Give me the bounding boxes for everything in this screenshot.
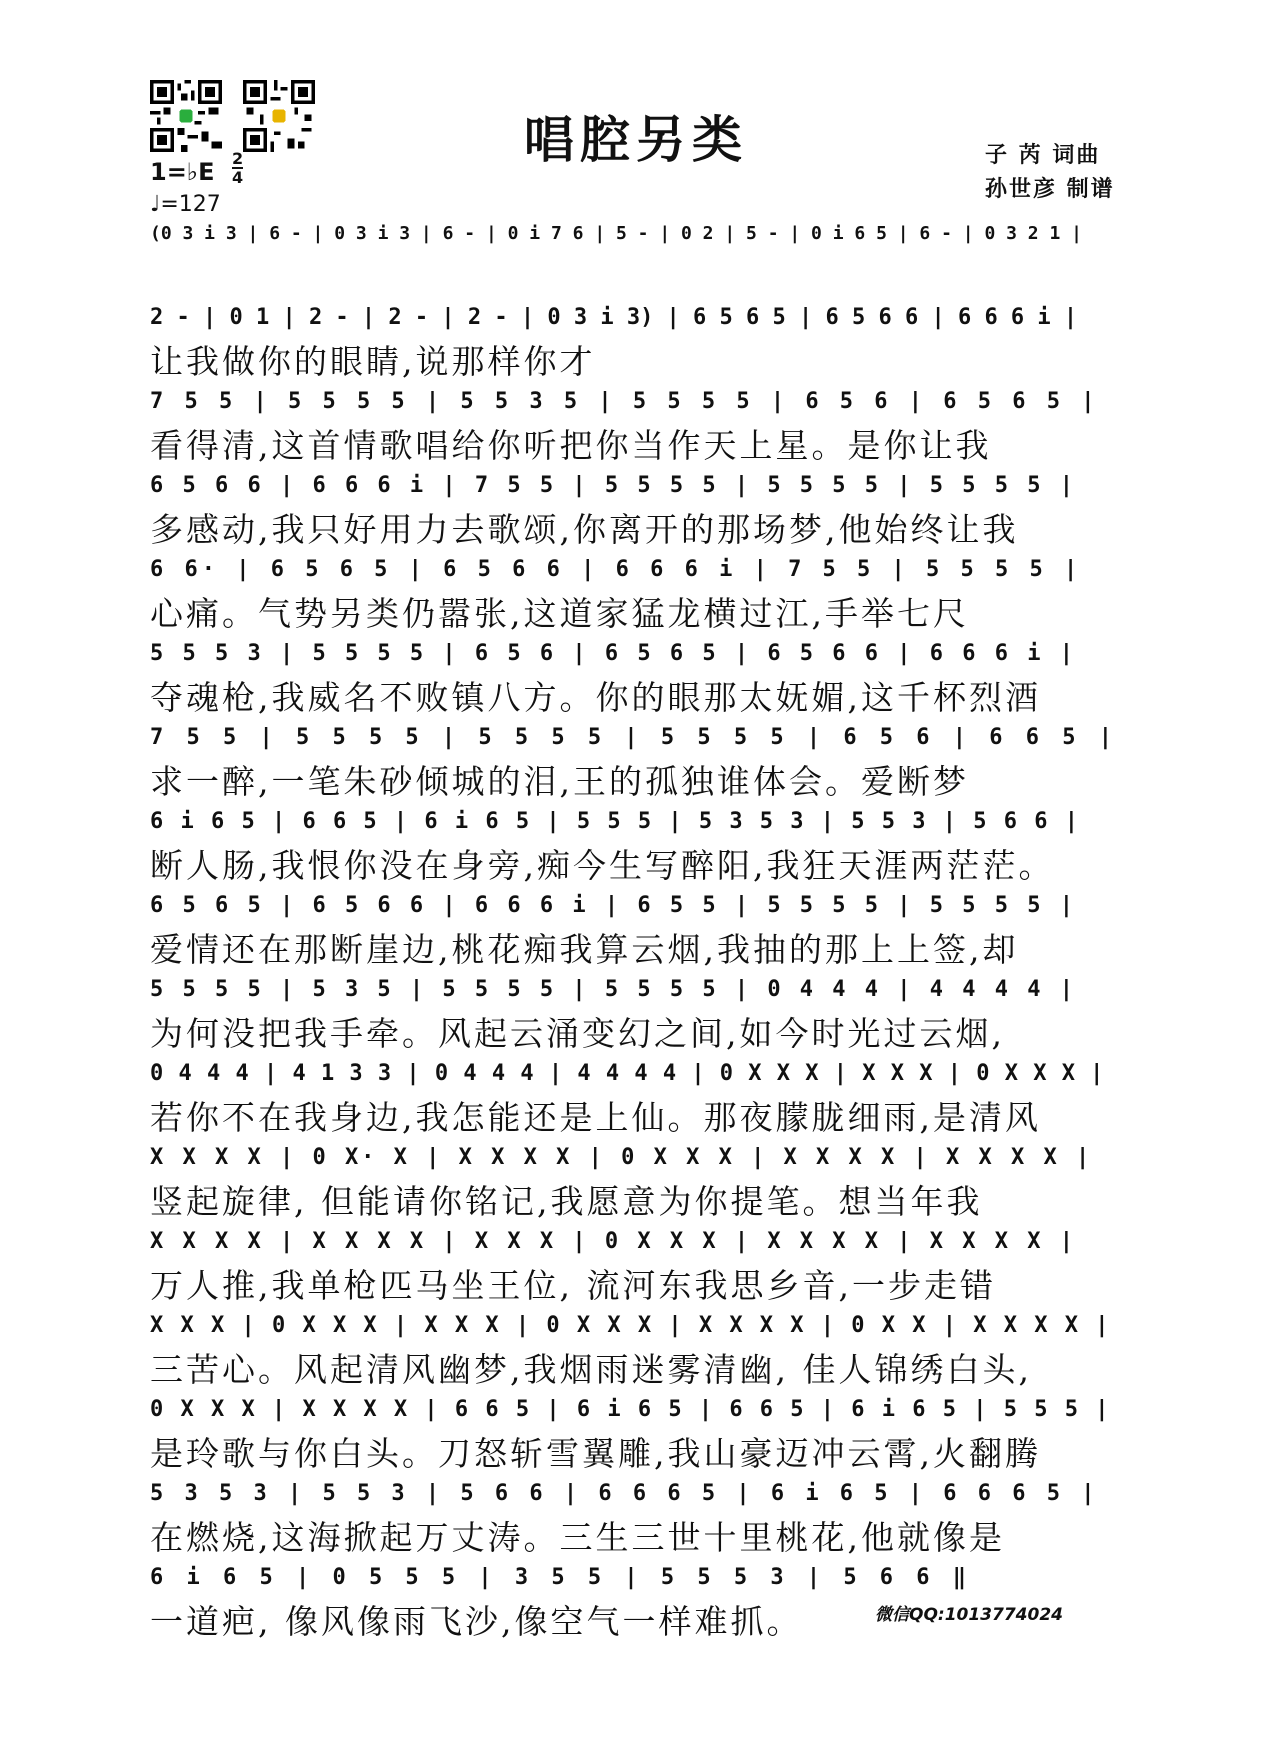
lyrics-line: 多感动,我只好用力去歌颂,你离开的那场梦,他始终让我 [150, 509, 1019, 549]
notation-line: X X X | 0 X X X | X X X | 0 X X X | X X X X | 0 X X | X X X X | [150, 1312, 1111, 1338]
notation-line: 5 5 5 5 | 5 3 5 | 5 5 5 5 | 5 5 5 5 | 0 4 4 4 | 4 4 4 4 | [150, 976, 1076, 1002]
lyrics-line: 让我做你的眼睛,说那样你才 [150, 341, 596, 381]
notation-line: 7 5 5 | 5 5 5 5 | 5 5 5 5 | 5 5 5 5 | 6 5 6 | 6 6 5 | [150, 724, 1117, 750]
lyrics-line: 若你不在我身边,我怎能还是上仙。那夜朦胧细雨,是清风 [150, 1097, 1041, 1137]
notation-line: 2 - | 0 1 | 2 - | 2 - | 2 - | 0 3 i 3) | 6 5 6 5 | 6 5 6 6 | 6 6 6 i | [150, 304, 1078, 330]
lyrics-line: 三苦心。风起清风幽梦,我烟雨迷雾清幽, 佳人锦绣白头, [150, 1349, 1032, 1389]
notation-line: 7 5 5 | 5 5 5 5 | 5 5 3 5 | 5 5 5 5 | 6 5 6 | 6 5 6 5 | [150, 388, 1099, 414]
lyrics-line: 在燃烧,这海掀起万丈涛。三生三世十里桃花,他就像是 [150, 1517, 1005, 1557]
lyrics-line: 心痛。气势另类仍嚣张,这道家猛龙横过江,手举七尺 [150, 593, 969, 633]
notation-line: 6 i 6 5 | 6 6 5 | 6 i 6 5 | 5 5 5 | 5 3 5 3 | 5 5 3 | 5 6 6 | [150, 808, 1080, 834]
score [150, 213, 1120, 1641]
notation-line: X X X X | X X X X | X X X | 0 X X X | X X X X | X X X X | [150, 1228, 1076, 1254]
tempo-marking: ♩=127 [150, 192, 221, 217]
notation-line: 6 6· | 6 5 6 5 | 6 5 6 6 | 6 6 6 i | 7 5 5 | 5 5 5 5 | [150, 556, 1082, 582]
notation-line: 5 3 5 3 | 5 5 3 | 5 6 6 | 6 6 6 5 | 6 i 6 5 | 6 6 6 5 | [150, 1480, 1099, 1506]
time-signature-top: 2 [232, 149, 244, 168]
lyrics-line: 爱情还在那断崖边,桃花痴我算云烟,我抽的那上上签,却 [150, 929, 1019, 969]
credit-lyricist: 子 芮 词曲 [985, 142, 1101, 168]
notation-line: (0 3 i 3 | 6 - | 0 3 i 3 | 6 - | 0 i 7 6 | 5 - | 0 2 | 5 - | 0 i 6 5 | 6 - | 0 3 2 1 | [150, 222, 1082, 244]
credit-arranger: 孙世彦 制谱 [985, 176, 1115, 202]
watermark-contact: 微信QQ:1013774024 [875, 1605, 1063, 1625]
notation-line: X X X X | 0 X· X | X X X X | 0 X X X | X X X X | X X X X | [150, 1144, 1093, 1170]
time-signature [232, 150, 243, 186]
notation-line: 6 i 6 5 | 0 5 5 5 | 3 5 5 | 5 5 5 3 | 5 6 6 ‖ [150, 1564, 972, 1590]
notation-line: 5 5 5 3 | 5 5 5 5 | 6 5 6 | 6 5 6 5 | 6 5 6 6 | 6 6 6 i | [150, 640, 1076, 666]
page-title: 唱腔另类 [524, 110, 748, 169]
notation-line: 6 5 6 5 | 6 5 6 6 | 6 6 6 i | 6 5 5 | 5 5 5 5 | 5 5 5 5 | [150, 892, 1076, 918]
lyrics-line: 一道疤, 像风像雨飞沙,像空气一样难抓。 [150, 1601, 803, 1641]
lyrics-line [150, 253, 1120, 297]
lyrics-line: 是玲歌与你白头。刀怒斩雪翼雕,我山豪迈冲云霄,火翻腾 [150, 1433, 1041, 1473]
lyrics-line: 夺魂枪,我威名不败镇八方。你的眼那太妩媚,这千杯烈酒 [150, 677, 1041, 717]
key-signature: 1=♭E [150, 158, 215, 186]
notation-line: 6 5 6 6 | 6 6 6 i | 7 5 5 | 5 5 5 5 | 5 5 5 5 | 5 5 5 5 | [150, 472, 1076, 498]
notation-line: 0 X X X | X X X X | 6 6 5 | 6 i 6 5 | 6 6 5 | 6 i 6 5 | 5 5 5 | [150, 1396, 1111, 1422]
lyrics-line: 求一醉,一笔朱砂倾城的泪,王的孤独谁体会。爱断梦 [150, 761, 969, 801]
lyrics-line: 为何没把我手牵。风起云涌变幻之间,如今时光过云烟, [150, 1013, 1005, 1053]
lyrics-line: 万人推,我单枪匹马坐王位, 流河东我思乡音,一步走错 [150, 1265, 996, 1305]
lyrics-line: 竖起旋律, 但能请你铭记,我愿意为你提笔。想当年我 [150, 1181, 983, 1221]
notation-line: 0 4 4 4 | 4 1 3 3 | 0 4 4 4 | 4 4 4 4 | 0 X X X | X X X | 0 X X X | [150, 1060, 1105, 1086]
lyrics-line: 断人肠,我恨你没在身旁,痴今生写醉阳,我狂天涯两茫茫。 [150, 845, 1055, 885]
lyrics-line: 看得清,这首情歌唱给你听把你当作天上星。是你让我 [150, 425, 992, 465]
time-signature-bottom: 4 [232, 168, 244, 187]
